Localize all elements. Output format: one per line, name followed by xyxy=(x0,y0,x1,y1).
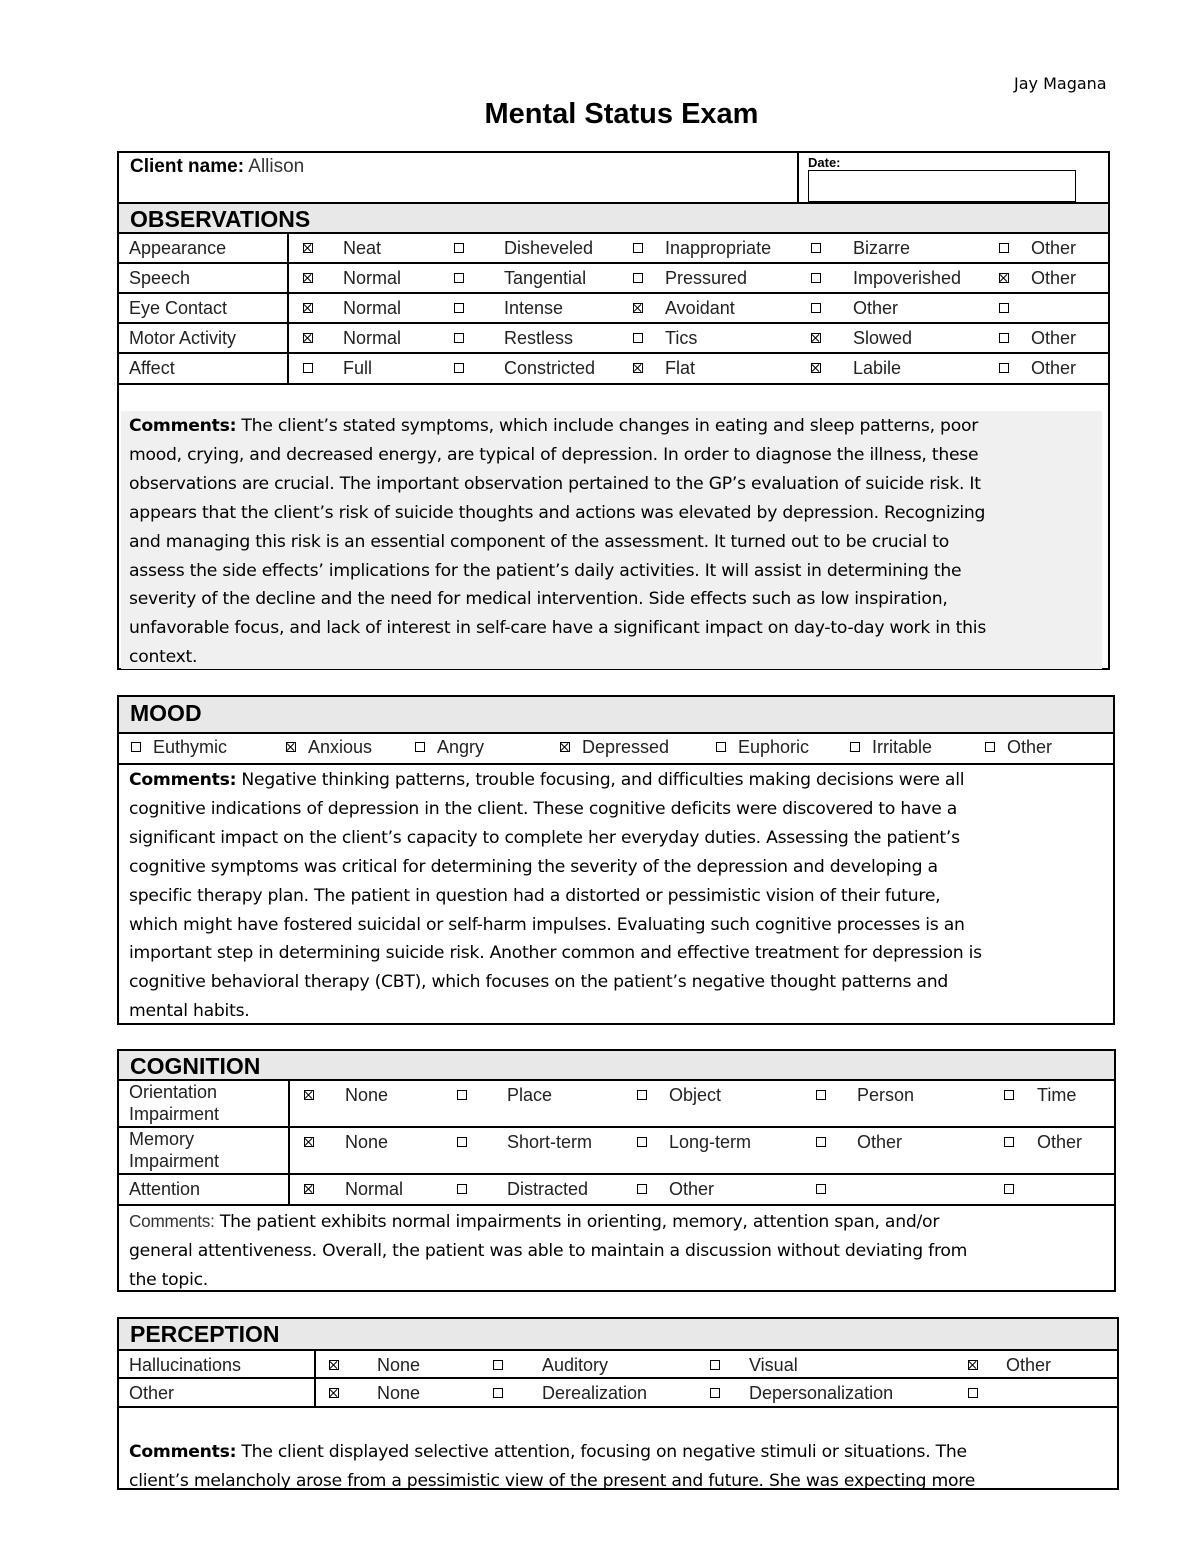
unchecked-checkbox-constricted[interactable] xyxy=(454,363,464,373)
perception-row-hallucinations xyxy=(119,1351,1117,1379)
option-label-restless: Restless xyxy=(504,328,574,348)
observations-comments: Comments: The client’s stated symptoms, which include changes in eating and sleep patterns, poor mood, crying, and decreased energy, are typical of depression. In order to diagnose the illness, these observations are crucial. The important observation pertained to the GP’s evaluation of suicide risk. It appears that the client’s risk of suicide thoughts and actions was elevated by depression. Recognizing and managing this risk is an essential component of the assessment. It turned out to be crucial to assess the side effects’ implications for the patient’s daily activities. It will assist in determining the severity of the decline and the need for medical intervention. Side effects such as low inspiration, unfavorable focus, and lack of interest in self-care have a significant impact on day-to-day work in this context. xyxy=(121,411,1102,669)
option-label-other: Other xyxy=(1031,268,1077,288)
client-name-value[interactable]: Allison xyxy=(248,156,305,177)
option-label-person: Person xyxy=(857,1085,915,1105)
unchecked-checkbox-other[interactable] xyxy=(999,333,1009,343)
option-label-long-term: Long-term xyxy=(669,1132,752,1152)
row-label: Appearance xyxy=(129,238,227,258)
row-label: Speech xyxy=(129,268,191,288)
option-label-other: Other xyxy=(1031,238,1077,258)
unchecked-checkbox-person[interactable] xyxy=(816,1090,826,1100)
cognition-row-memory xyxy=(119,1128,1114,1175)
mood-option-angry: Angry xyxy=(437,737,485,757)
unchecked-checkbox-depersonalization[interactable] xyxy=(710,1388,720,1398)
option-label-full: Full xyxy=(343,358,373,378)
mood-section xyxy=(117,695,1115,1025)
mood-option-anxious: Anxious xyxy=(308,737,373,757)
unchecked-checkbox-angry[interactable] xyxy=(415,742,425,752)
unchecked-checkbox-place[interactable] xyxy=(457,1090,467,1100)
mood-header: MOOD xyxy=(119,697,1113,734)
client-row xyxy=(119,153,1108,204)
mood-option-euphoric: Euphoric xyxy=(738,737,810,757)
date-field[interactable] xyxy=(808,170,1076,202)
checked-checkbox-avoidant[interactable] xyxy=(633,303,643,313)
checked-checkbox-slowed[interactable] xyxy=(811,333,821,343)
option-label-time: Time xyxy=(1037,1085,1077,1105)
unchecked-checkbox-full[interactable] xyxy=(303,363,313,373)
checked-checkbox-normal[interactable] xyxy=(303,273,313,283)
unchecked-checkbox-other[interactable] xyxy=(999,243,1009,253)
row-label: Hallucinations xyxy=(129,1355,242,1375)
unchecked-checkbox-object[interactable] xyxy=(637,1090,647,1100)
unchecked-checkbox-other[interactable] xyxy=(816,1137,826,1147)
unchecked-checkbox-other[interactable] xyxy=(637,1184,647,1194)
option-label-normal: Normal xyxy=(343,268,402,288)
unchecked-checkbox-visual[interactable] xyxy=(710,1360,720,1370)
option-label-normal: Normal xyxy=(343,298,402,318)
observation-row-appearance xyxy=(119,234,1108,264)
checked-checkbox-neat[interactable] xyxy=(303,243,313,253)
perception-section xyxy=(117,1317,1119,1490)
checked-checkbox-none[interactable] xyxy=(329,1360,339,1370)
checked-checkbox-normal[interactable] xyxy=(304,1184,314,1194)
unchecked-checkbox-blank[interactable] xyxy=(968,1388,978,1398)
option-label-impoverished: Impoverished xyxy=(853,268,962,288)
unchecked-checkbox-long-term[interactable] xyxy=(637,1137,647,1147)
row-label: Orientation Impairment xyxy=(129,1082,220,1124)
option-label-normal: Normal xyxy=(343,328,402,348)
option-label-distracted: Distracted xyxy=(507,1179,589,1199)
checked-checkbox-normal[interactable] xyxy=(303,303,313,313)
unchecked-checkbox-other[interactable] xyxy=(999,363,1009,373)
checked-checkbox-depressed[interactable] xyxy=(560,742,570,752)
unchecked-checkbox-impoverished[interactable] xyxy=(811,273,821,283)
perception-row-other xyxy=(119,1379,1117,1408)
option-label-object: Object xyxy=(669,1085,722,1105)
date-label: Date: xyxy=(808,155,841,170)
unchecked-checkbox-short-term[interactable] xyxy=(457,1137,467,1147)
checked-checkbox-none[interactable] xyxy=(304,1090,314,1100)
unchecked-checkbox-disheveled[interactable] xyxy=(454,243,464,253)
unchecked-checkbox-restless[interactable] xyxy=(454,333,464,343)
client-name-label: Client name: xyxy=(130,156,245,177)
option-label-visual: Visual xyxy=(749,1355,798,1375)
page-title: Mental Status Exam xyxy=(484,98,759,130)
unchecked-checkbox-intense[interactable] xyxy=(454,303,464,313)
cognition-comments: Comments: The patient exhibits normal impairments in orienting, memory, attention span, and/or general attentiveness. Overall, the patient was able to maintain a discussion without deviating from the topic. xyxy=(129,1211,968,1290)
unchecked-checkbox-bizarre[interactable] xyxy=(811,243,821,253)
perception-header: PERCEPTION xyxy=(119,1319,1117,1351)
option-label-intense: Intense xyxy=(504,298,564,318)
checked-checkbox-other[interactable] xyxy=(968,1360,978,1370)
unchecked-checkbox-euthymic[interactable] xyxy=(131,742,141,752)
option-label-labile: Labile xyxy=(853,358,902,378)
unchecked-checkbox-derealization[interactable] xyxy=(493,1388,503,1398)
option-label-derealization: Derealization xyxy=(542,1383,648,1403)
cognition-section xyxy=(117,1049,1116,1292)
unchecked-checkbox-pressured[interactable] xyxy=(633,273,643,283)
option-label-place: Place xyxy=(507,1085,553,1105)
checked-checkbox-labile[interactable] xyxy=(811,363,821,373)
row-label: Other xyxy=(129,1383,175,1403)
mood-option-euthymic: Euthymic xyxy=(153,737,228,757)
observation-row-affect xyxy=(119,354,1108,385)
option-label-bizarre: Bizarre xyxy=(853,238,911,258)
observations-section xyxy=(117,151,1110,670)
option-label-none: None xyxy=(345,1085,389,1105)
option-label-other: Other xyxy=(857,1132,903,1152)
option-label-depersonalization: Depersonalization xyxy=(749,1383,894,1403)
checked-checkbox-normal[interactable] xyxy=(303,333,313,343)
option-label-flat: Flat xyxy=(665,358,696,378)
mood-option-depressed: Depressed xyxy=(582,737,670,757)
observation-row-speech xyxy=(119,264,1108,294)
unchecked-checkbox-irritable[interactable] xyxy=(850,742,860,752)
cognition-row-attention xyxy=(119,1175,1114,1206)
checked-checkbox-other[interactable] xyxy=(999,273,1009,283)
observation-row-eye-contact xyxy=(119,294,1108,324)
option-label-normal: Normal xyxy=(345,1179,404,1199)
unchecked-checkbox-other[interactable] xyxy=(985,742,995,752)
checked-checkbox-none[interactable] xyxy=(304,1137,314,1147)
option-label-other: Other xyxy=(669,1179,715,1199)
option-label-tics: Tics xyxy=(665,328,698,348)
perception-comments: Comments: The client displayed selective attention, focusing on negative stimuli or situations. The client’s melancholy arose from a pessimistic view of the present and future. She was expecting more xyxy=(129,1442,976,1491)
option-label-none: None xyxy=(345,1132,389,1152)
unchecked-checkbox-other[interactable] xyxy=(1004,1137,1014,1147)
option-label-inappropriate: Inappropriate xyxy=(665,238,772,258)
option-label-neat: Neat xyxy=(343,238,382,258)
unchecked-checkbox-blank[interactable] xyxy=(999,303,1009,313)
row-label: Motor Activity xyxy=(129,328,237,348)
row-label: Affect xyxy=(129,358,175,378)
observation-row-motor-activity xyxy=(119,324,1108,354)
author-name: Jay Magana xyxy=(1014,74,1107,93)
option-label-auditory: Auditory xyxy=(542,1355,609,1375)
unchecked-checkbox-blank[interactable] xyxy=(816,1184,826,1194)
option-label-constricted: Constricted xyxy=(504,358,596,378)
option-label-short-term: Short-term xyxy=(507,1132,593,1152)
unchecked-checkbox-auditory[interactable] xyxy=(493,1360,503,1370)
row-label: Attention xyxy=(129,1179,201,1199)
option-label-tangential: Tangential xyxy=(504,268,587,288)
cognition-row-orientation xyxy=(119,1081,1114,1128)
row-label: Eye Contact xyxy=(129,298,228,318)
unchecked-checkbox-other[interactable] xyxy=(811,303,821,313)
unchecked-checkbox-blank[interactable] xyxy=(1004,1184,1014,1194)
mood-option-other: Other xyxy=(1007,737,1053,757)
unchecked-checkbox-euphoric[interactable] xyxy=(716,742,726,752)
observations-header: OBSERVATIONS xyxy=(119,204,1108,234)
unchecked-checkbox-tangential[interactable] xyxy=(454,273,464,283)
option-label-none: None xyxy=(377,1355,421,1375)
checked-checkbox-flat[interactable] xyxy=(633,363,643,373)
option-label-slowed: Slowed xyxy=(853,328,913,348)
option-label-other: Other xyxy=(1031,358,1077,378)
mood-options-row xyxy=(119,734,1113,765)
cognition-header: COGNITION xyxy=(119,1051,1114,1081)
unchecked-checkbox-tics[interactable] xyxy=(633,333,643,343)
option-label-avoidant: Avoidant xyxy=(665,298,735,318)
unchecked-checkbox-time[interactable] xyxy=(1004,1090,1014,1100)
option-label-other: Other xyxy=(1037,1132,1083,1152)
unchecked-checkbox-distracted[interactable] xyxy=(457,1184,467,1194)
option-label-other: Other xyxy=(1006,1355,1052,1375)
option-label-other: Other xyxy=(1031,328,1077,348)
option-label-pressured: Pressured xyxy=(665,268,748,288)
option-label-disheveled: Disheveled xyxy=(504,238,594,258)
option-label-none: None xyxy=(377,1383,421,1403)
checked-checkbox-none[interactable] xyxy=(329,1388,339,1398)
mood-comments: Comments: Negative thinking patterns, trouble focusing, and difficulties making decisions were all cognitive indications of depression in the client. These cognitive deficits were discovered to have a significant impact on the client’s capacity to complete her everyday duties. Assessing the patient’s cognitive symptoms was critical for determining the severity of the depression and developing a specific therapy plan. The patient in question had a distorted or pessimistic vision of their future, which might have fostered suicidal or self-harm impulses. Evaluating such cognitive processes is an important step in determining suicide risk. Another common and effective treatment for depression is cognitive behavioral therapy (CBT), which focuses on the patient’s negative thought patterns and mental habits. xyxy=(129,770,982,1022)
row-label: Memory Impairment xyxy=(129,1129,220,1171)
option-label-other: Other xyxy=(853,298,899,318)
mood-option-irritable: Irritable xyxy=(872,737,933,757)
checked-checkbox-anxious[interactable] xyxy=(286,742,296,752)
unchecked-checkbox-inappropriate[interactable] xyxy=(633,243,643,253)
